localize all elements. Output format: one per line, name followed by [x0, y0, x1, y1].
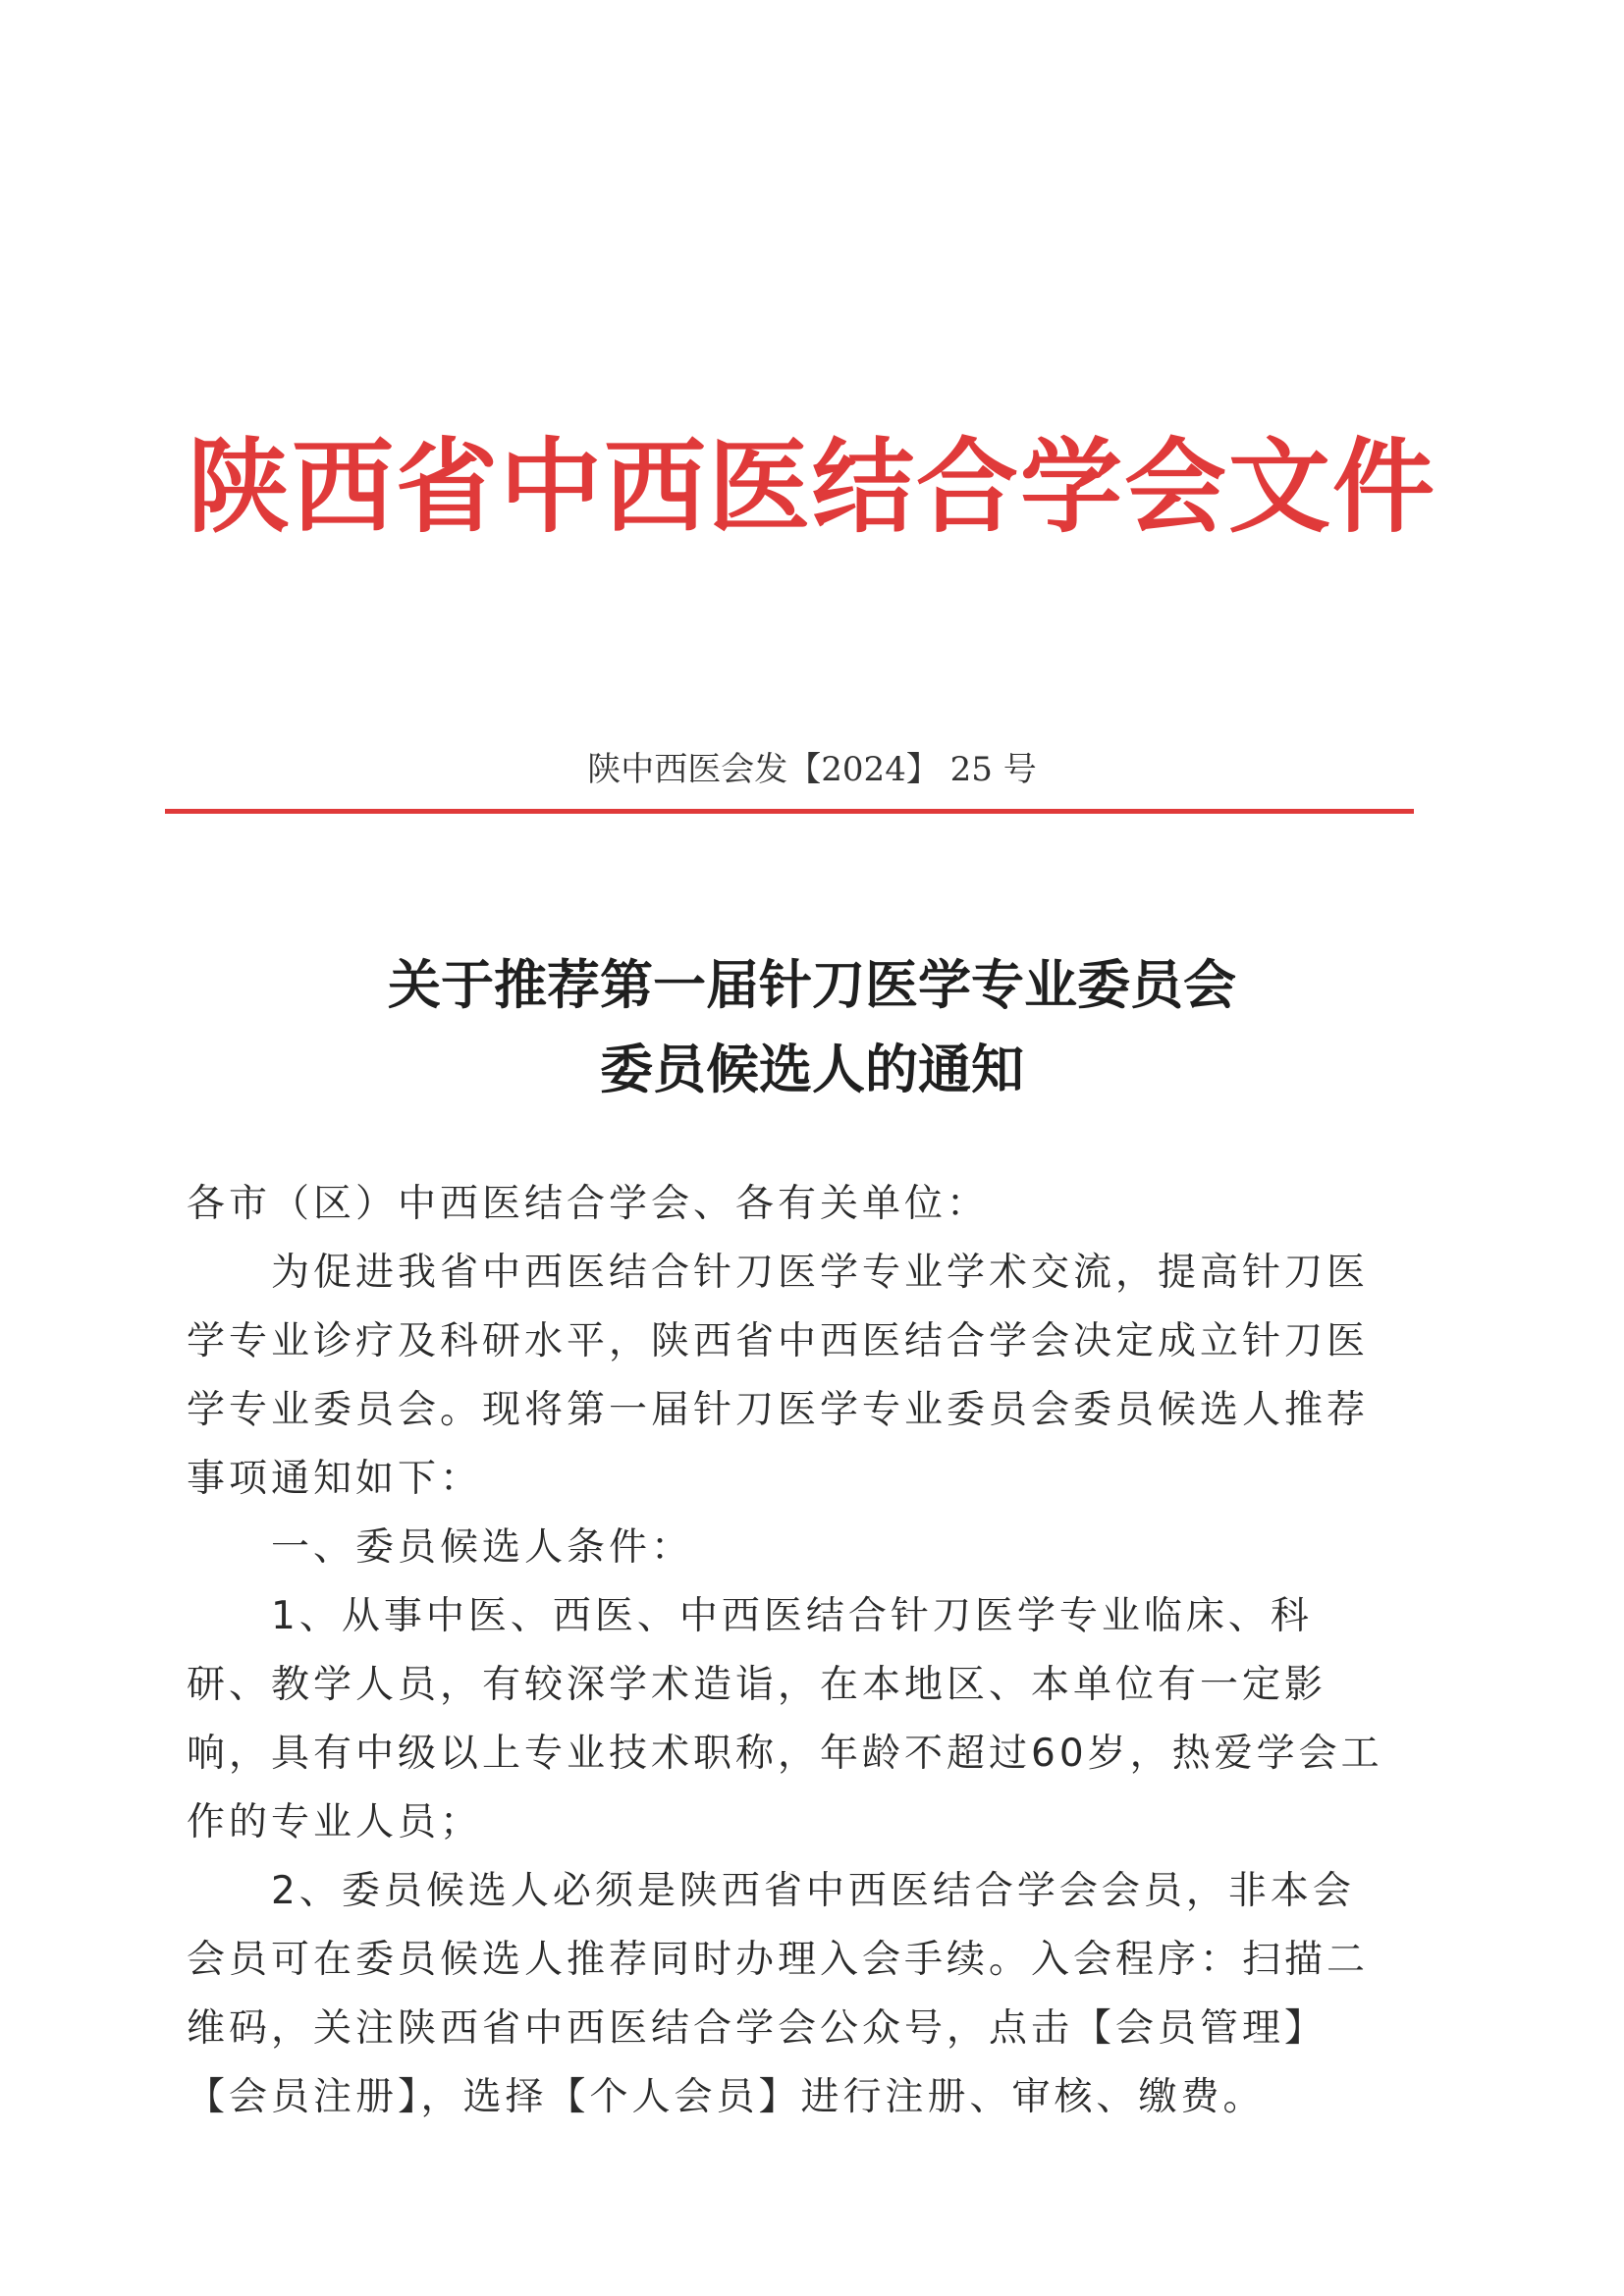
section-heading-candidate-conditions: 一、委员候选人条件：	[271, 1525, 694, 1570]
intro-paragraph: 为促进我省中西医结合针刀医学专业学术交流，提高针刀医学专业诊疗及科研水平，陕西省中西医结合学会决定成立针刀医学专业委员会。现将第一届针刀医学专业委员会委员候选人推荐事项通知如下：	[187, 1251, 1370, 1501]
salutation: 各市（区）中西医结合学会、各有关单位：	[187, 1182, 990, 1226]
document-number: 陕中西医会发【2024】 25 号	[587, 750, 1037, 789]
red-divider-line	[165, 809, 1414, 814]
document-header-title: 陕西省中西医结合学会文件	[187, 426, 1436, 547]
notice-title-line-1: 关于推荐第一届针刀医学专业委员会	[388, 953, 1236, 1016]
notice-title	[0, 942, 1624, 1111]
notice-body	[187, 1170, 1384, 2132]
condition-item-1: 1、从事中医、西医、中西医结合针刀医学专业临床、科研、教学人员，有较深学术造诣，在本地区、本单位有一定影响，具有中级以上专业技术职称，年龄不超过60岁，热爱学会工作的专业人员；	[187, 1594, 1383, 1844]
notice-title-line-2: 委员候选人的通知	[600, 1038, 1024, 1100]
condition-item-2: 2、委员候选人必须是陕西省中西医结合学会会员，非本会会员可在委员候选人推荐同时办理入会手续。入会程序：扫描二维码，关注陕西省中西医结合学会公众号，点击【会员管理】【会员注册】，选择【个人会员】进行注册、审核、缴费。	[187, 1869, 1370, 2119]
